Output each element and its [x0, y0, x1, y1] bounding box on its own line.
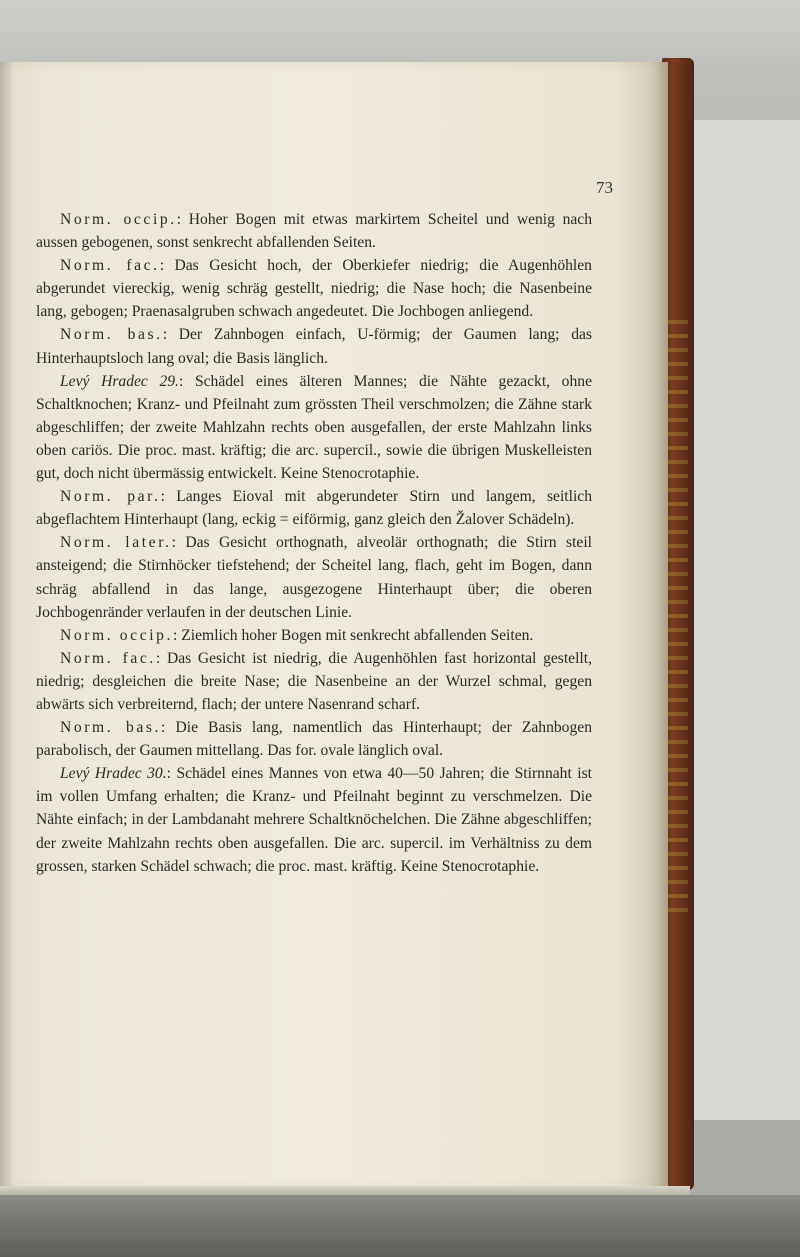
background-strip	[692, 120, 800, 1120]
paragraph	[36, 531, 592, 623]
paragraph	[36, 208, 592, 254]
paragraph	[36, 624, 592, 647]
paragraph-separator: :	[162, 326, 179, 344]
paragraph-separator: :	[171, 534, 186, 552]
paragraph-separator: :	[161, 719, 176, 737]
paragraph-heading: Levý Hradec 30.	[60, 765, 167, 783]
page-shadow	[0, 62, 14, 1190]
paragraph-text: Schädel eines älteren Mannes; die Nähte gezackt, ohne Schaltknochen; Kranz- und Pfeilnaht zum grössten Theil verschmolzen; die Zähne stark abgeschliffen; der zweite Mahlzahn rechts oben ausgefallen, der erste Mahlzahn links oben cariös. Die proc. mast. kräftig; die arc. supercil., sowie die übrigen Muskelleisten gut, doch nicht übermässig entwickelt. Keine Stenocrotaphie.	[36, 372, 592, 483]
paragraph-separator: :	[155, 649, 167, 667]
paragraph-heading: Norm. bas.	[60, 326, 163, 344]
paragraph-heading: Norm. later.	[60, 534, 172, 552]
paragraph-separator: :	[173, 626, 182, 644]
paragraph-text: Ziemlich hoher Bogen mit senkrecht abfallenden Seiten.	[181, 626, 534, 644]
paragraph-heading: Norm. bas.	[60, 719, 162, 737]
paragraph-text: Die Basis lang, namentlich das Hinterhaupt; der Zahnbogen parabolisch, der Gaumen mittellang. Das for. ovale länglich oval.	[36, 719, 592, 760]
paragraph	[36, 254, 592, 323]
paragraph-separator: :	[160, 488, 177, 506]
paragraph-heading: Norm. fac.	[60, 649, 156, 667]
paragraph	[36, 716, 592, 762]
paragraph-heading: Norm. occip.	[60, 626, 174, 644]
paragraph	[36, 762, 592, 877]
paragraph-text: Das Gesicht ist niedrig, die Augenhöhlen fast horizontal gestellt, niedrig; desgleichen die breite Nase; die Nasenbeine an der Wurzel schmal, gegen abwärts sich verbreiternd, flach; der untere Nasenrand scharf.	[36, 649, 592, 713]
paragraph-heading: Norm. par.	[60, 488, 161, 506]
paragraph-separator: :	[178, 372, 195, 390]
paragraph-text: Hoher Bogen mit etwas markirtem Scheitel und wenig nach aussen gebogenen, sonst senkrecht abfallenden Seiten.	[36, 211, 593, 252]
paragraph	[36, 323, 592, 369]
paragraph-text: Langes Eioval mit abgerundeter Stirn und langem, seitlich abgeflachtem Hinterhaupt (lang, eckig = eiförmig, ganz gleich den Žalover Schädeln).	[36, 488, 592, 529]
paragraph-text: Das Gesicht hoch, der Oberkiefer niedrig; die Augenhöhlen abgerundet viereckig, wenig schräg gestellt, niedrig; die Nase hoch; die Nasenbeine lang, gebogen; Praenasalgruben schwach angedeutet. Die Jochbogen anliegend.	[36, 257, 592, 321]
paragraph-heading: Norm. occip.	[60, 211, 177, 228]
table-bottom	[0, 1195, 800, 1257]
paragraph-separator: :	[166, 765, 177, 783]
paragraph-separator: :	[176, 211, 189, 228]
paragraph-text: Das Gesicht orthognath, alveolär orthognath; die Stirn steil ansteigend; die Stirnhöcker tiefstehend; der Scheitel lang, flach, geht im Bogen, dann schräg abfallend in das lange, ausgezogene Hinterhaupt über; die oberen Jochbogenränder verlaufen in der deutschen Linie.	[36, 534, 592, 621]
paragraph-heading: Levý Hradec 29.	[60, 372, 179, 390]
paragraph-heading: Norm. fac.	[60, 257, 160, 275]
paragraph-text: Schädel eines Mannes von etwa 40—50 Jahren; die Stirnnaht ist im vollen Umfang erhalten; die Kranz- und Pfeilnaht beginnt zu verschmelzen. Die Nähte einfach; in der Lambdanaht mehrere Schaltknöchelchen. Die Zähne abgeschliffen; der zweite Mahlzahn rechts oben ausgefallen. Die arc. supercil. im Verhältniss zu dem grossen, starken Schädel schwach; die proc. mast. kräftig. Keine Stenocrotaphie.	[36, 765, 592, 875]
paragraph	[36, 485, 592, 531]
paragraph-separator: :	[159, 257, 175, 275]
paragraph-text: Der Zahnbogen einfach, U-förmig; der Gaumen lang; das Hinterhauptsloch lang oval; die Basis länglich.	[36, 326, 593, 367]
paragraph	[36, 647, 592, 716]
paragraph	[36, 370, 592, 485]
page-body	[36, 208, 592, 878]
spine-ornament	[666, 320, 688, 920]
page-number: 73	[596, 178, 613, 197]
